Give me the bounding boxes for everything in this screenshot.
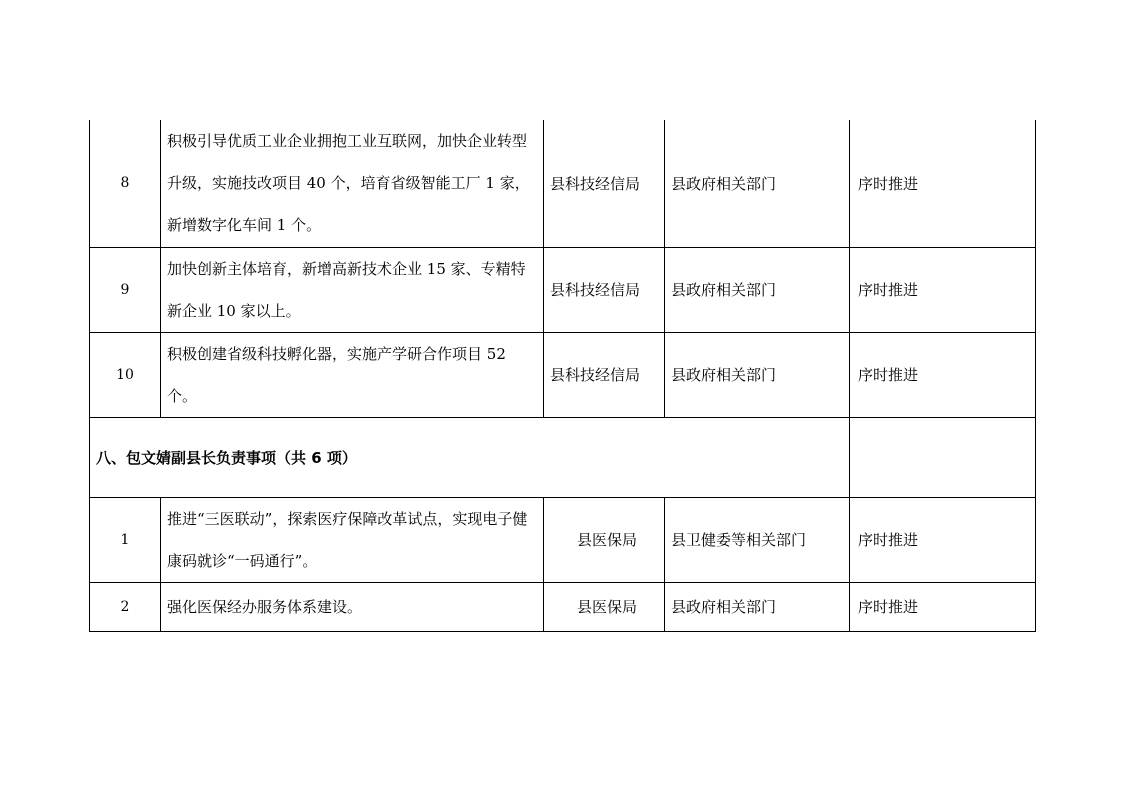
table-row bbox=[90, 332, 1036, 417]
row-number: 8 bbox=[90, 120, 161, 247]
table-row bbox=[90, 582, 1036, 631]
time-requirement: 序时推进 bbox=[850, 120, 1036, 247]
task-description: 加快创新主体培育，新增高新技术企业 15 家、专精特新企业 10 家以上。 bbox=[161, 247, 544, 332]
lead-department: 县医保局 bbox=[544, 497, 665, 582]
time-requirement: 序时推进 bbox=[850, 332, 1036, 417]
cooperating-department: 县政府相关部门 bbox=[665, 247, 850, 332]
task-description: 推进“三医联动”，探索医疗保障改革试点，实现电子健康码就诊“一码通行”。 bbox=[161, 497, 544, 582]
section-header-row bbox=[90, 417, 1036, 497]
task-description: 积极引导优质工业企业拥抱工业互联网，加快企业转型升级，实施技改项目 40 个，培育省级智能工厂 1 家，新增数字化车间 1 个。 bbox=[161, 120, 544, 247]
cooperating-department: 县政府相关部门 bbox=[665, 582, 850, 631]
time-requirement: 序时推进 bbox=[850, 497, 1036, 582]
time-requirement: 序时推进 bbox=[850, 582, 1036, 631]
lead-department: 县医保局 bbox=[544, 582, 665, 631]
cooperating-department: 县卫健委等相关部门 bbox=[665, 497, 850, 582]
table-row bbox=[90, 247, 1036, 332]
row-number: 10 bbox=[90, 332, 161, 417]
task-table bbox=[89, 120, 1036, 632]
task-description: 积极创建省级科技孵化器，实施产学研合作项目 52 个。 bbox=[161, 332, 544, 417]
row-number: 2 bbox=[90, 582, 161, 631]
table-row bbox=[90, 497, 1036, 582]
cooperating-department: 县政府相关部门 bbox=[665, 332, 850, 417]
section-empty-cell bbox=[850, 417, 1036, 497]
row-number: 9 bbox=[90, 247, 161, 332]
task-description: 强化医保经办服务体系建设。 bbox=[161, 582, 544, 631]
lead-department: 县科技经信局 bbox=[544, 120, 665, 247]
lead-department: 县科技经信局 bbox=[544, 247, 665, 332]
table-row bbox=[90, 120, 1036, 247]
section-title: 八、包文婧副县长负责事项（共 6 项） bbox=[90, 417, 850, 497]
time-requirement: 序时推进 bbox=[850, 247, 1036, 332]
lead-department: 县科技经信局 bbox=[544, 332, 665, 417]
cooperating-department: 县政府相关部门 bbox=[665, 120, 850, 247]
row-number: 1 bbox=[90, 497, 161, 582]
